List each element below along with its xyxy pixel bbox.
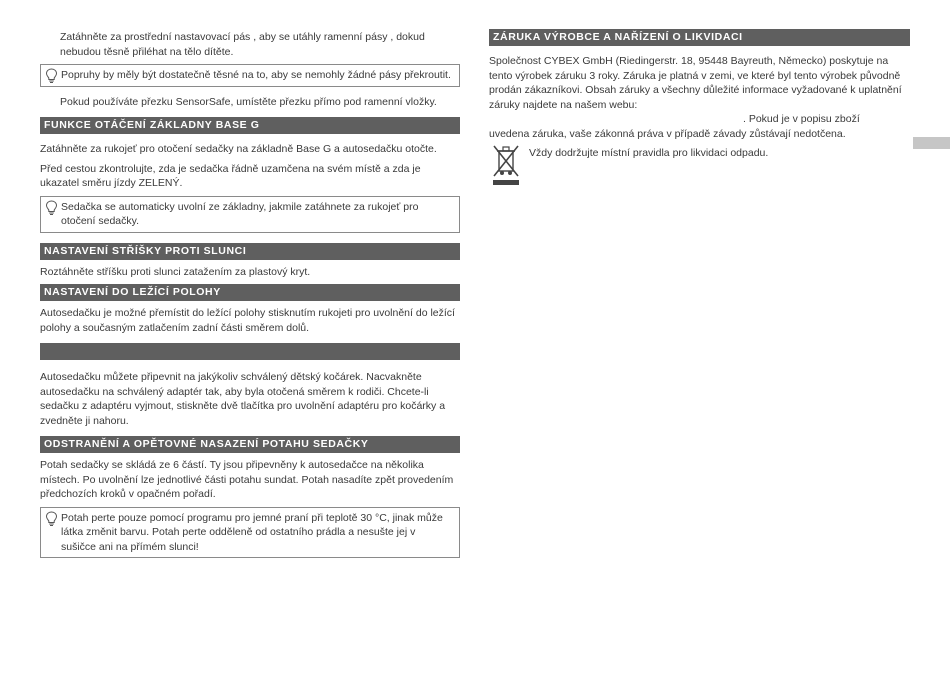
stroller-text: Autosedačku můžete připevnit na jakýkoliv schválený dětský kočárek. Nacvakněte autosedačku na schválený adaptér tak, aby byla otočená směrem k rodiči. Chcete-li sedačku z adaptéru vyjmout, stiskněte dvě tlačítka pro uvolnění adaptéru pro kočárky a zvedněte ji nahoru. — [40, 371, 446, 427]
note-text: Sedačka se automaticky uvolní ze základny, jakmile zatáhnete za rukojeť pro otočení sedačky. — [61, 200, 419, 227]
disposal-text: Vždy dodržujte místní pravidla pro likvidaci odpadu. — [529, 147, 769, 159]
section-heading-canopy: NASTAVENÍ STŘÍŠKY PROTI SLUNCI — [40, 243, 460, 260]
note-box-rotation — [40, 196, 460, 233]
disposal-row — [489, 143, 910, 189]
side-tab-marker — [913, 137, 950, 149]
note-text: Potah perte pouze pomocí programu pro jemné praní při teplotě 30 °C, jinak může látka změnit barvu. Potah perte odděleně od ostatního prádla a nesušte jej v sušičce ani na přímém slunci! — [61, 511, 443, 553]
section-heading-recline: NASTAVENÍ DO LEŽÍCÍ POLOHY — [40, 284, 460, 301]
section-heading-warranty: ZÁRUKA VÝROBCE A NAŘÍZENÍ O LIKVIDACI — [489, 29, 910, 46]
rotation-text-1: Zatáhněte za rukojeť pro otočení sedačky na základně Base G a autosedačku otočte. — [40, 143, 437, 155]
canopy-text: Roztáhněte stříšku proti slunci zatažením za plastový kryt. — [40, 265, 311, 278]
warranty-text-rights: uvedena záruka, vaše zákonná práva v případě závady zůstávají nedotčena. — [489, 127, 846, 140]
right-column — [489, 29, 910, 189]
left-column — [40, 30, 460, 558]
warranty-text-continued: . Pokud je v popisu zboží — [743, 113, 860, 125]
section-heading-stroller — [40, 343, 460, 360]
lightbulb-icon — [45, 200, 58, 215]
lightbulb-icon — [45, 68, 58, 83]
rotation-text-2: Před cestou zkontrolujte, zda je sedačka řádně uzamčena na svém místě a zda je ukazatel směru jízdy ZELENÝ. — [40, 162, 421, 189]
recline-text: Autosedačku je možné přemístit do ležící polohy stisknutím rukojeti pro uvolnění do ležící polohy a současným zatlačením zadní části směrem dolů. — [40, 307, 455, 334]
sensorsafe-text: Pokud používáte přezku SensorSafe, umístěte přezku přímo pod ramenní vložky. — [60, 95, 437, 108]
section-heading-cover: ODSTRANĚNÍ A OPĚTOVNÉ NASAZENÍ POTAHU SEDAČKY — [40, 436, 460, 453]
strap-tightening-text: Zatáhněte za prostřední nastavovací pás , aby se utáhly ramenní pásy , dokud nebudou těsně přiléhat na tělo dítěte. — [60, 31, 425, 58]
warranty-text: Společnost CYBEX GmbH (Riedingerstr. 18, 95448 Bayreuth, Německo) poskytuje na tento výrobek záruku 3 roky. Záruka je platná v zemi, ve které byl tento výrobek původně prodán zákazníkovi. Obsah záruky a všechny důležité informace vyžadované k uplatnění záruky najdete na našem webu: — [489, 55, 902, 111]
section-heading-rotation: FUNKCE OTÁČENÍ ZÁKLADNY BASE G — [40, 117, 460, 134]
crossed-bin-icon — [489, 143, 523, 187]
cover-text: Potah sedačky se skládá ze 6 částí. Ty jsou připevněny k autosedačce na několika místech. Po uvolnění lze jednotlivé části potahu sundat. Potah nasadíte zpět provedením předchozích kroků v opačném pořadí. — [40, 459, 454, 500]
note-box-straps — [40, 64, 460, 87]
note-text: Popruhy by měly být dostatečně těsné na to, aby se nemohly žádné pásy překroutit. — [61, 69, 451, 81]
note-box-washing — [40, 507, 460, 559]
lightbulb-icon — [45, 511, 58, 526]
